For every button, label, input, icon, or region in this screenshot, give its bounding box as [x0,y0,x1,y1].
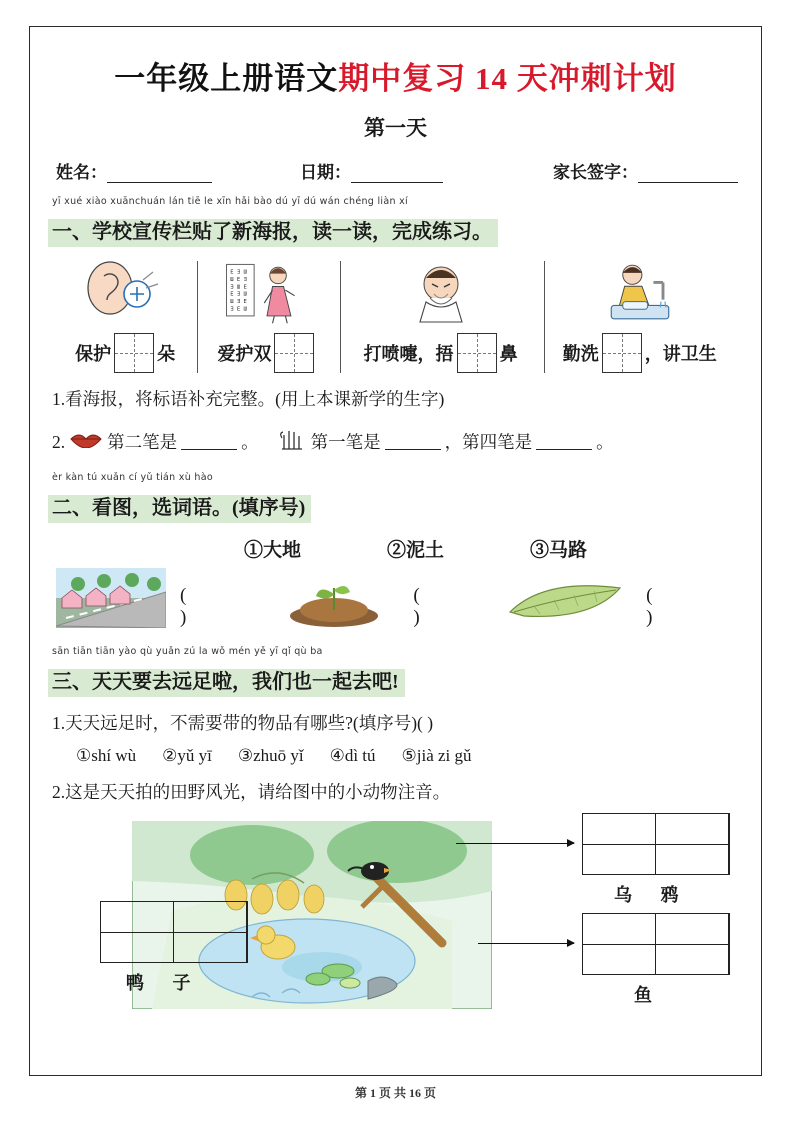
py-option-5[interactable]: ⑤jià zi gǔ [401,745,472,765]
page-title [48,53,743,98]
section-2-header [48,472,743,523]
arrow-to-crow [456,843,574,844]
question-1-2 [48,425,743,458]
date-input[interactable] [351,166,443,183]
section-1-title: 一、学校宣传栏贴了新海报，读一读，完成练习。 [52,221,492,243]
q2-blank-2[interactable] [385,434,441,450]
sprout-soil-image [269,572,399,633]
q2-text-e: 。 [596,431,614,452]
name-input[interactable] [107,166,212,183]
section-3-pinyin: sān tiān tiān yào qù yuǎn zú la wǒ mén yě yī qǐ qù ba [52,645,323,657]
answer-row-1 [75,333,175,373]
answer-row-4 [563,333,717,373]
section-2-options [48,535,743,562]
pinyin-box-crow[interactable] [582,813,730,875]
svg-text:E ∃ Ш: E ∃ Ш [230,269,248,276]
label-3-post: 鼻 [499,344,518,364]
answer-row-3 [364,333,518,373]
section-3-title: 三、天天要去远足啦，我们也一起去吧! [52,670,399,693]
q2-text-a: 第二笔是 [107,431,178,452]
date-label: 日期： [300,163,351,182]
label-3-pre: 打喷嚏，捂 [363,344,454,364]
section-2-image-row [48,568,743,633]
picture-item-1 [54,257,196,373]
picture-item-4 [543,257,737,373]
q2-text-c: 第一笔是 [310,431,381,452]
label-1-pre: 保护 [75,344,112,364]
answer-paren-1[interactable]: ( ) [180,584,213,628]
sneeze-icon [395,257,487,327]
option-2[interactable]: ②泥土 [386,539,444,561]
label-4-pre: 勤洗 [562,344,599,364]
pinyin-box-fish[interactable] [582,913,730,975]
page-footer: 第 1 页 共 16 页 [354,1086,436,1100]
label-crow: 乌 鸦 [614,885,691,905]
answer-row-2 [217,333,317,373]
section-2-pinyin: èr kàn tú xuǎn cí yǔ tián xù hào [52,471,213,483]
title-black: 一年级上册语文 [114,61,339,96]
student-info-row [48,158,743,183]
section-3-pinyin-options [48,746,743,766]
mouth-icon [69,429,103,455]
scene-area [48,813,743,1028]
svg-text:E ∃ Ш: E ∃ Ш [230,291,248,298]
answer-paren-2[interactable]: ( ) [413,584,446,628]
name-field [56,158,212,183]
svg-text:∃ Ш E: ∃ Ш E [230,284,248,291]
answer-paren-3[interactable]: ( ) [646,584,679,628]
label-duck: 鸭 子 [126,973,203,993]
q2-text-b: 。 [241,431,259,452]
signature-input[interactable] [638,166,738,183]
question-3-1: 1.天天远足时，不需要带的物品有哪些?(填序号)( ) [52,712,434,733]
washhands-icon [594,257,686,327]
picture-item-3 [339,257,543,373]
svg-text:Ш ∃ E: Ш ∃ E [230,299,248,306]
q2-text-d: ，第四笔是 [444,431,533,452]
road-image [56,568,166,633]
label-fish: 鱼 [634,985,652,1005]
section-1-pinyin: yī xué xiào xuānchuán lán tiē le xīn hǎi bào dú yī dú wán chéng liàn xí [52,196,408,207]
q2-blank-1[interactable] [181,434,237,450]
image-answer-3 [502,578,735,633]
svg-text:Ш E ∃: Ш E ∃ [230,276,248,283]
arrow-to-fish [478,943,574,944]
signature-label: 家长签字： [553,163,638,182]
section-1-picture-row [48,257,743,373]
tianzige-4[interactable] [602,333,642,373]
tianzige-3[interactable] [457,333,497,373]
section-1-header [48,196,743,247]
pinyin-box-duck[interactable] [100,901,248,963]
option-3[interactable]: ③马路 [530,539,588,561]
picture-item-2 [196,257,338,373]
leaf-image [502,578,632,633]
option-1[interactable]: ①大地 [243,539,301,561]
question-3-2: 2.这是天天拍的田野风光，请给图中的小动物注音。 [52,781,451,802]
hand-icon [277,425,307,458]
ear-icon [79,257,171,327]
label-2-pre: 爱护双 [217,344,272,364]
svg-text:∃ E Ш: ∃ E Ш [230,306,248,313]
eyechart-icon [221,257,313,327]
q2-number: 2. [52,431,66,452]
py-option-3[interactable]: ③zhuō yǐ [237,745,304,765]
tianzige-2[interactable] [274,333,314,373]
section-2-title: 二、看图，选词语。(填序号) [52,496,306,519]
py-option-1[interactable]: ①shí wù [76,745,137,765]
image-answer-1 [56,568,269,633]
day-subtitle: 第一天 [364,116,427,140]
question-1-1: 1.看海报，将标语补充完整。(用上本课新学的生字) [52,389,445,409]
date-field [300,158,443,183]
label-1-post: 朵 [157,344,176,364]
tianzige-1[interactable] [114,333,154,373]
q2-blank-3[interactable] [536,434,592,450]
py-option-4[interactable]: ④dì tú [329,745,376,765]
signature-field [553,158,738,183]
section-3-header [48,646,743,697]
image-answer-2 [269,572,502,633]
label-4-post: ，讲卫生 [644,344,717,364]
worksheet-page [29,26,762,1100]
name-label: 姓名： [56,163,107,182]
py-option-2[interactable]: ②yǔ yī [162,745,212,765]
title-red: 期中复习 14 天冲刺计划 [338,61,677,96]
